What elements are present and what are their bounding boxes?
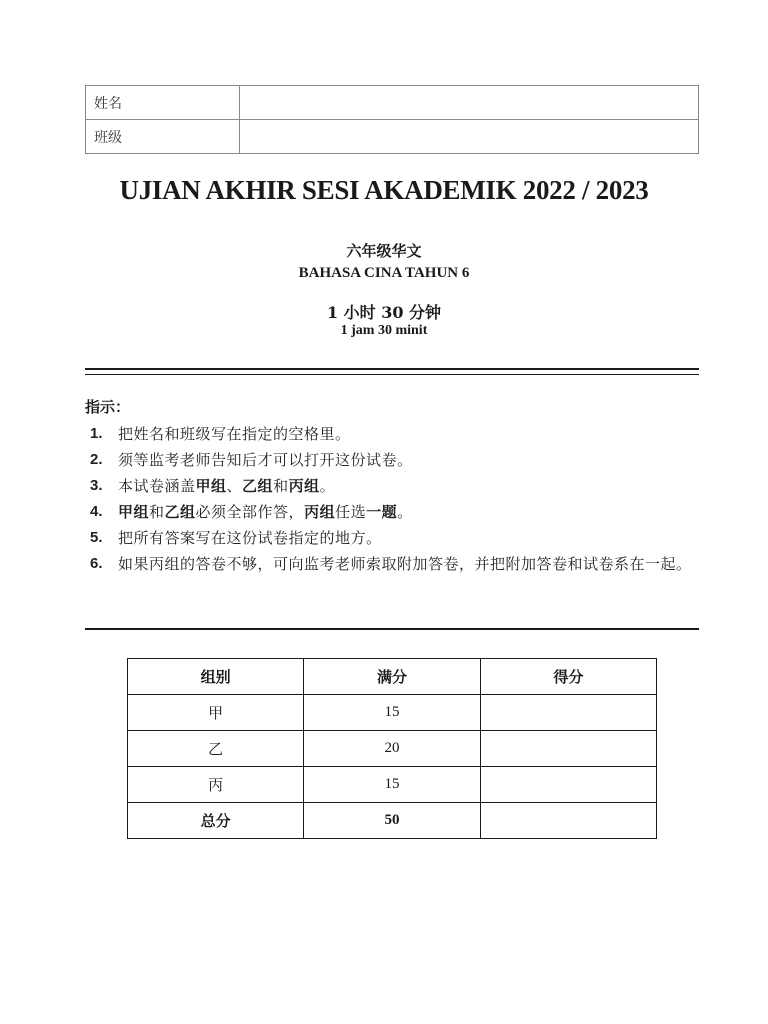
score-cell[interactable]: [480, 767, 656, 803]
instruction-number: 3.: [90, 477, 103, 494]
instruction-number: 6.: [90, 555, 103, 572]
instruction-segment: 和: [273, 477, 289, 495]
instruction-text: [118, 447, 700, 473]
instruction-item: [90, 551, 700, 577]
instruction-segment: 、: [226, 477, 243, 495]
name-field[interactable]: [240, 86, 699, 120]
instruction-text: [118, 525, 700, 551]
total-full-marks: 50: [304, 803, 480, 839]
student-info-table: [85, 85, 699, 154]
class-label: 班级: [86, 120, 240, 154]
instruction-item: [90, 421, 700, 447]
name-row: [86, 86, 699, 120]
instruction-number: 5.: [90, 529, 103, 546]
instruction-text: [118, 499, 700, 525]
score-cell[interactable]: [480, 695, 656, 731]
instruction-item: [90, 499, 700, 525]
instruction-emphasis: 一题: [366, 503, 398, 521]
instruction-number: 2.: [90, 451, 103, 468]
score-cell[interactable]: [480, 731, 656, 767]
score-table-header: [128, 659, 657, 695]
instruction-segment: 和: [149, 503, 165, 521]
table-row: [128, 731, 657, 767]
instruction-emphasis: 乙组: [242, 477, 274, 495]
class-row: [86, 120, 699, 154]
instructions-heading: 指示：: [85, 398, 131, 416]
full-marks-cell: 15: [304, 767, 480, 803]
duration-malay: 1 jam 30 minit: [340, 323, 428, 338]
section-cell: 乙: [128, 731, 304, 767]
instruction-segment: 必须全部作答，: [195, 503, 305, 521]
double-divider: [85, 368, 699, 375]
subject-malay: BAHASA CINA TAHUN 6: [298, 265, 470, 281]
instruction-segment: 任选: [335, 503, 367, 521]
name-label: 姓名: [86, 86, 240, 120]
instruction-segment: 把姓名和班级写在指定的空格里。: [118, 425, 351, 443]
instruction-item: [90, 447, 700, 473]
instruction-segment: 。: [319, 477, 336, 495]
table-row: [128, 767, 657, 803]
header-section: 组别: [128, 659, 304, 695]
instruction-segment: 。: [397, 503, 413, 521]
instruction-segment: 须等监考老师告知后才可以打开这份试卷。: [118, 451, 413, 469]
exam-title: UJIAN AKHIR SESI AKADEMIK 2022 / 2023: [119, 175, 649, 205]
instruction-item: [90, 525, 700, 551]
duration-chinese: 1 小时 30 分钟: [326, 303, 442, 322]
header-score: 得分: [480, 659, 656, 695]
instruction-emphasis: 乙组: [164, 503, 196, 521]
instruction-segment: 把所有答案写在这份试卷指定的地方。: [118, 529, 382, 547]
class-field[interactable]: [240, 120, 699, 154]
instruction-emphasis: 丙组: [288, 477, 320, 495]
divider: [85, 628, 699, 630]
instruction-text: [118, 421, 700, 447]
instruction-text: [118, 473, 700, 499]
instructions-list: [90, 421, 700, 577]
full-marks-cell: 20: [304, 731, 480, 767]
instruction-item: [90, 473, 700, 499]
instruction-segment: 本试卷涵盖: [118, 477, 196, 495]
instruction-number: 1.: [90, 425, 103, 442]
instruction-number: 4.: [90, 503, 103, 520]
total-row: [128, 803, 657, 839]
header-full-marks: 满分: [304, 659, 480, 695]
full-marks-cell: 15: [304, 695, 480, 731]
instruction-text: [118, 551, 700, 577]
instruction-emphasis: 甲组: [195, 477, 227, 495]
instruction-emphasis: 丙组: [304, 503, 336, 521]
score-table: [127, 658, 657, 839]
table-row: [128, 695, 657, 731]
subject-chinese: 六年级华文: [346, 242, 422, 260]
total-label: 总分: [128, 803, 304, 839]
section-cell: 甲: [128, 695, 304, 731]
instruction-segment: 如果丙组的答卷不够，可向监考老师索取附加答卷，并把附加答卷和试卷系在一起。: [118, 555, 692, 573]
section-cell: 丙: [128, 767, 304, 803]
instruction-emphasis: 甲组: [118, 503, 150, 521]
total-score-cell[interactable]: [480, 803, 656, 839]
